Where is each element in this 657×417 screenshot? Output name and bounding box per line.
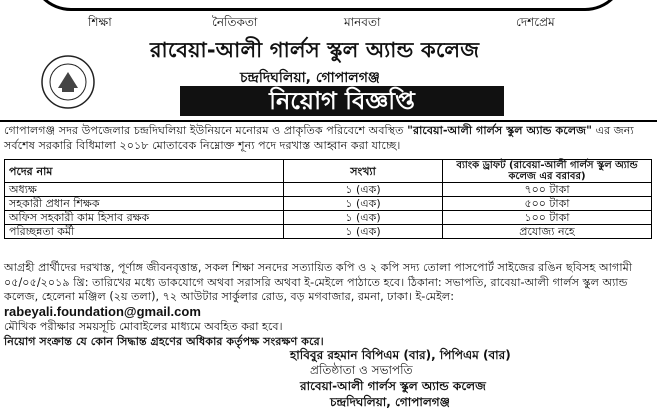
post-count: ১ (এক) [284,225,443,239]
signatory-title: প্রতিষ্ঠাতা ও সভাপতি [310,363,413,377]
draft-amount: ৭০০ টাকা [443,183,652,197]
notice-body [4,261,654,350]
post-count: ১ (এক) [284,211,443,225]
school-logo [40,54,96,110]
intro-school-name: "রাবেয়া-আলী গার্লস স্কুল অ্যান্ড কলেজ" [407,124,593,137]
contact-email[interactable]: rabeyali.foundation@gmail.com [4,303,201,319]
motto-humanity: মানবতা [344,15,381,29]
school-name: রাবেয়া-আলী গার্লস স্কুল অ্যান্ড কলেজ [150,38,480,62]
table-row [5,197,652,211]
motto-patriotism: দেশপ্রেম [516,15,555,29]
header-draft: ব্যাংক ড্রাফট (রাবেয়া-আলী গার্লস স্কুল অ্যান্ড কলেজ এর বরাবর) [443,160,652,183]
post-count: ১ (এক) [284,197,443,211]
intro-paragraph [4,123,654,153]
header-count: সংখ্যা [284,160,443,183]
post-name: পরিচ্ছন্নতা কর্মী [5,225,284,239]
signatory-name: হাবিবুর রহমান বিপিএম (বার), পিপিএম (বার) [290,348,511,362]
draft-amount: ১০০ টাকা [443,211,652,225]
top-border-curve [30,0,626,11]
post-name: অফিস সহকারী কাম হিসাব রক্ষক [5,211,284,225]
notice-banner: নিয়োগ বিজ্ঞপ্তি [180,86,504,116]
post-name: সহকারী প্রধান শিক্ষক [5,197,284,211]
intro-text-1: গোপালগঞ্জ সদর উপজেলার চন্দ্রদিঘলিয়া ইউনিয়নে মনোরম ও প্রাকৃতিক পরিবেশে অবস্থিত [4,124,408,137]
table-header-row [5,160,652,183]
divider [0,120,657,122]
intro-text-2: এর জন্য সর্বশেষ সরকারি বিধিমালা ২০১৮ মোতাবেক নিম্নোক্ত শূন্য পদে দরখাস্ত আহ্বান করা যাচ্ছে। [4,124,634,152]
table-row [5,183,652,197]
draft-amount: ৫০০ টাকা [443,197,652,211]
motto-education: শিক্ষা [88,15,112,29]
application-instructions [4,261,654,320]
signatory-location: চন্দ্রদিঘলিয়া, গোপালগঞ্জ [330,395,450,409]
signatory-school: রাবেয়া-আলী গার্লস স্কুল অ্যান্ড কলেজ [300,379,486,393]
table-row [5,211,652,225]
vacancy-table [4,159,652,239]
header-post: পদের নাম [5,160,284,183]
table-row [5,225,652,239]
post-count: ১ (এক) [284,183,443,197]
motto-ethics: নৈতিকতা [212,15,258,29]
instructions-text: আগ্রহী প্রার্থীদের দরখাস্ত, পূর্ণাঙ্গ জীবনবৃত্তান্ত, সকল শিক্ষা সনদের সত্যায়িত কপি ও ২ কপি সদ্য তোলা পাসপোর্ট সাইজের রঙিন ছবিসহ আগামী ০৫/০৫/২০১৯ খ্রি: তারিখের মধ্যে ডাকযোগে অথবা সরাসরি অথবা ই-মেইলে পাঠাতে হবে। ঠিকানা: সভাপতি, রাবেয়া-আলী গার্লস স্কুল অ্যান্ড কলেজ, হেলেনা মঞ্জিল (২য় তলা), ৭২ আউটার সার্কুলার রোড, বড় মগবাজার, রমনা, ঢাকা। ই-মেইল: [4,261,633,304]
authority-note: নিয়োগ সংক্রান্ত যে কোন সিদ্ধান্ত গ্রহণের অধিকার কর্তৃপক্ষ সংরক্ষণ করে। [4,334,324,348]
post-name: অধ্যক্ষ [5,183,284,197]
interview-note: মৌখিক পরীক্ষার সময়সূচি মোবাইলের মাধ্যমে অবহিত করা হবে। [4,320,283,334]
draft-amount: প্রযোজ্য নহে [443,225,652,239]
school-location: চন্দ্রদিঘলিয়া, গোপালগঞ্জ [240,70,380,86]
